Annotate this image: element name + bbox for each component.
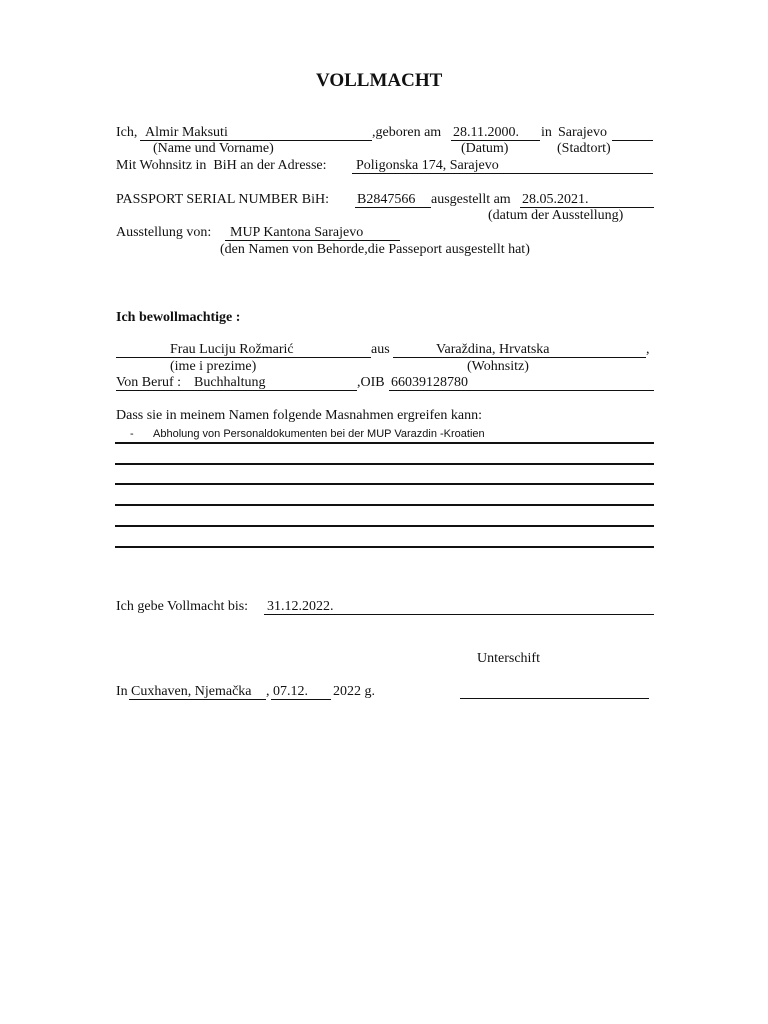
signature-line bbox=[460, 698, 649, 699]
born-label: ,geboren am bbox=[372, 125, 442, 140]
agent-residence: Varaždina, Hrvatska bbox=[436, 342, 550, 357]
hint-name: (Name und Vorname) bbox=[153, 141, 274, 156]
hint-agent-name: (ime i prezime) bbox=[170, 359, 257, 374]
hint-agent-residence: (Wohnsitz) bbox=[467, 359, 529, 374]
signing-place: Cuxhaven, Njemačka bbox=[131, 684, 252, 699]
document-title: VOLLMACHT bbox=[316, 70, 443, 91]
place-separator: , bbox=[266, 684, 270, 699]
hint-authority: (den Namen von Behorde,die Passeport ausgestellt hat) bbox=[220, 242, 530, 257]
blank-line bbox=[115, 525, 654, 527]
principal-name: Almir Maksuti bbox=[145, 125, 228, 140]
blank-line bbox=[115, 546, 654, 548]
measure-item: Abholung von Personaldokumenten bei der MUP Varazdin -Kroatien bbox=[153, 428, 485, 440]
signature-label: Unterschift bbox=[477, 651, 540, 666]
issued-date: 28.05.2021. bbox=[522, 192, 589, 207]
agent-from-label: aus bbox=[371, 342, 390, 357]
occupation-value: Buchhaltung bbox=[194, 375, 266, 390]
authority-label: Ausstellung von: bbox=[116, 225, 212, 240]
agent-comma: , bbox=[646, 342, 650, 357]
authority-value: MUP Kantona Sarajevo bbox=[230, 225, 364, 240]
hint-place: (Stadtort) bbox=[557, 141, 611, 156]
authority-underline bbox=[225, 240, 400, 241]
blank-line bbox=[115, 504, 654, 506]
empower-heading: Ich bewollmachtige : bbox=[116, 310, 241, 325]
birth-date: 28.11.2000. bbox=[453, 125, 519, 140]
signing-date: 07.12. bbox=[273, 684, 308, 699]
hint-date: (Datum) bbox=[461, 141, 509, 156]
measures-intro: Dass sie in meinem Namen folgende Masnahmen ergreifen kann: bbox=[116, 408, 482, 423]
blank-line bbox=[115, 483, 654, 485]
oib-value: 66039128780 bbox=[391, 375, 468, 390]
oib-label: ,OIB bbox=[357, 375, 385, 390]
issued-label: ausgestellt am bbox=[431, 192, 511, 207]
valid-date-underline bbox=[264, 614, 654, 615]
passport-label: PASSPORT SERIAL NUMBER BiH: bbox=[116, 192, 329, 207]
measure-bullet: - bbox=[130, 428, 134, 440]
valid-label: Ich gebe Vollmacht bis: bbox=[116, 599, 249, 614]
agent-name: Frau Luciju Rožmarić bbox=[170, 342, 294, 357]
passport-number: B2847566 bbox=[357, 192, 416, 207]
address-value: Poligonska 174, Sarajevo bbox=[356, 158, 499, 173]
birth-place: Sarajevo bbox=[558, 125, 607, 140]
signing-date-underline bbox=[271, 699, 331, 700]
in-label: in bbox=[541, 125, 552, 140]
occupation-label: Von Beruf : bbox=[116, 375, 182, 390]
valid-date: 31.12.2022. bbox=[267, 599, 334, 614]
address-label: Mit Wohnsitz in BiH an der Adresse: bbox=[116, 158, 327, 173]
address-underline bbox=[352, 173, 653, 174]
blank-line bbox=[115, 442, 654, 444]
occupation-underline bbox=[116, 390, 357, 391]
signing-year: 2022 g. bbox=[333, 684, 375, 699]
intro-prefix: Ich, bbox=[116, 125, 138, 140]
oib-underline bbox=[389, 390, 654, 391]
hint-issue-date: (datum der Ausstellung) bbox=[488, 208, 624, 223]
passport-number-underline bbox=[355, 207, 431, 208]
signing-place-underline bbox=[129, 699, 266, 700]
place-prefix: In bbox=[116, 684, 128, 699]
blank-line bbox=[115, 463, 654, 465]
birth-place-underline bbox=[612, 140, 653, 141]
